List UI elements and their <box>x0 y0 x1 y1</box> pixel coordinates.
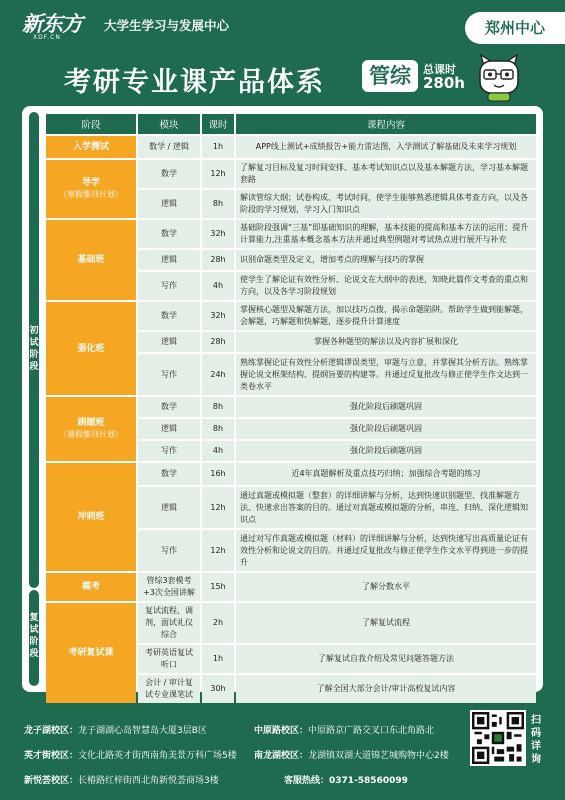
module-cell: 数学 <box>138 160 200 188</box>
hours-cell: 28h <box>202 332 234 352</box>
module-cell: 数学 <box>138 220 200 248</box>
stage-subtitle: （寒假集训计划） <box>59 190 123 199</box>
stage-name: 刷题班 <box>77 418 105 428</box>
hours-cell: 15h <box>202 573 234 601</box>
content-cell: 强化阶段后刷题巩固 <box>236 397 536 417</box>
content-cell: 近4年真题解析及重点技巧归纳；加强综合考题的练习 <box>236 463 536 485</box>
module-cell: 逻辑 <box>138 487 200 528</box>
stage-cell <box>46 573 136 601</box>
table-row <box>46 302 536 330</box>
table-row <box>46 136 536 158</box>
module-cell: 写作 <box>138 272 200 300</box>
content-cell: 了解分数水平 <box>236 573 536 601</box>
campus-line <box>24 723 207 736</box>
module-cell: 数学 <box>138 463 200 485</box>
table-row <box>46 397 536 417</box>
mascot-icon <box>474 52 524 102</box>
content-cell: 使学生了解论证有效性分析、论说文在大纲中的表述，知晓此篇作文考查的重点和方向，以及各学习阶段规划 <box>236 272 536 300</box>
side-label-initial: 初试阶段 <box>29 326 39 372</box>
stage-cell <box>46 136 136 158</box>
hours-cell: 32h <box>202 302 234 330</box>
content-cell: 通过真题或模拟题（整套）的详细讲解与分析，达到快速识别题型、找准解题方法、快速求出答案的目的。通过对真题或模拟题的分析，串连、归纳、深化逻辑知识点 <box>236 487 536 528</box>
content-cell: 强化阶段后刷题巩固 <box>236 419 536 439</box>
total-hours-value: 280h <box>423 74 465 92</box>
stage-cell <box>46 463 136 571</box>
module-cell: 逻辑 <box>138 419 200 439</box>
campus-line <box>254 723 434 736</box>
brand-logo: 新东方 <box>22 12 82 36</box>
hours-cell: 32h <box>202 220 234 248</box>
side-label-retest: 复试阶段 <box>29 613 39 659</box>
campus-address: 文化北路英才街西南角美景万科广场5楼 <box>78 751 237 761</box>
content-cell: 了解复习目标及复习时间安排、基本考试知识点以及基本解题方法，学习基本解题套路 <box>236 160 536 188</box>
course-table <box>44 112 538 705</box>
campus-address: 龙湖镇双湖大道锦艺城购物中心2楼 <box>308 751 449 761</box>
hotline: 客服热线：0371-58560099 <box>284 776 408 786</box>
module-cell: 复试流程，调剂，面试礼仪综合 <box>138 603 200 643</box>
module-cell: 数学 / 逻辑 <box>138 136 200 158</box>
hours-cell: 2h <box>202 603 234 643</box>
page-title: 考研专业课产品体系 <box>64 67 325 98</box>
stage-cell <box>46 160 136 218</box>
campus-address: 长椿路红梓街西北角新悦荟商场3楼 <box>78 776 219 786</box>
stage-name: 强化班 <box>77 343 105 354</box>
module-cell: 数学 <box>138 397 200 417</box>
hours-cell: 4h <box>202 272 234 300</box>
hours-cell: 12h <box>202 160 234 188</box>
campus-label: 南龙湖校区： <box>254 751 309 761</box>
module-cell: 逻辑 <box>138 190 200 218</box>
content-cell: 了解复试流程 <box>236 603 536 643</box>
campus-badge: 郑州中心 <box>465 12 565 44</box>
hours-cell: 1h <box>202 136 234 158</box>
module-cell: 写作 <box>138 530 200 571</box>
total-hours-label: 总课时 <box>423 63 456 76</box>
table-row <box>46 603 536 643</box>
table-row <box>46 463 536 485</box>
campus-line <box>24 773 219 786</box>
hours-cell: 16h <box>202 463 234 485</box>
stage-name: 基础班 <box>77 255 105 265</box>
qr-code-icon[interactable] <box>470 710 526 766</box>
campus-line <box>254 748 449 761</box>
hours-cell: 1h <box>202 645 234 673</box>
content-cell: APP线上测试+成绩报告+能力雷达图，入学测试了解基础及未来学习规划 <box>236 136 536 158</box>
header-content: 课程内容 <box>236 114 536 134</box>
module-cell: 会计 / 审计复试专业课笔试 <box>138 675 200 703</box>
content-cell: 识别命题类型及定义，增加考点的理解与技巧的掌握 <box>236 250 536 270</box>
hours-cell: 4h <box>202 441 234 461</box>
hours-cell: 12h <box>202 530 234 571</box>
stage-cell <box>46 220 136 300</box>
stage-cell <box>46 397 136 461</box>
hours-cell: 8h <box>202 190 234 218</box>
content-cell: 掌握核心题型及解题方法，加以技巧点拨，揭示命题陷阱。帮助学生做到能解题，会解题，巧解题和快解题，逐步提升计算速度 <box>236 302 536 330</box>
table-body <box>46 136 536 703</box>
campus-label: 龙子湖校区： <box>24 726 79 736</box>
stage-name: 冲刺班 <box>77 512 105 522</box>
table-row <box>46 160 536 188</box>
content-cell: 强化阶段后刷题巩固 <box>236 441 536 461</box>
hours-cell: 30h <box>202 675 234 703</box>
table-row <box>46 220 536 248</box>
content-cell: 基础阶段强调“三基”即基础知识的理解，基本技能的提高和基本方法的运用；提升计算能力,注重基本概念基本方法并通过典型例题对考试热点进行展开与补充 <box>236 220 536 248</box>
module-cell: 考研英语复试听口 <box>138 645 200 673</box>
content-cell: 通过对写作真题或模拟题（材料）的详细讲解与分析，达到快速写出高质量论证有效性分析和论说文的目的。并通过反复批改与修正使学生作文水平得到进一步的提升 <box>236 530 536 571</box>
content-cell: 掌握各种题型的解法以及内容扩展和深化 <box>236 332 536 352</box>
table-header-row <box>46 114 536 134</box>
hours-cell: 8h <box>202 397 234 417</box>
campus-label: 中原路校区： <box>254 726 309 736</box>
hours-cell: 24h <box>202 354 234 395</box>
stage-name: 导学 <box>81 178 100 188</box>
hours-cell: 28h <box>202 250 234 270</box>
header-module: 模块 <box>138 114 200 134</box>
campus-address: 中原路京广路交叉口东北角路北 <box>308 726 435 736</box>
stage-cell <box>46 603 136 703</box>
content-cell: 熟练掌握论证有效性分析逻辑谬误类型，审题与立意，并掌握其分析方法。熟练掌握论说文框架结构、提纲旨要的构建等。并通过反复批改与修正使学生作文达到一类卷水平 <box>236 354 536 395</box>
content-cell: 解读管综大纲；试卷构成、考试时间，使学生能够熟悉逻辑具体考查方向，以及各阶段的学习规划，学习入门知识点 <box>236 190 536 218</box>
hours-cell: 12h <box>202 487 234 528</box>
scan-prompt: 扫码详询 <box>531 715 541 765</box>
brand-logo-sub: XDF.CN <box>33 34 61 41</box>
table-row <box>46 573 536 601</box>
module-cell: 管综3套模考+3次全国讲解 <box>138 573 200 601</box>
header-hours: 课时 <box>202 114 234 134</box>
center-name: 大学生学习与发展中心 <box>104 18 230 33</box>
campus-line <box>24 748 237 761</box>
campus-address: 龙子湖湖心岛智慧岛大厦3层B区 <box>78 726 207 736</box>
subject-tag: 管综 <box>362 60 418 92</box>
campus-label: 新悦荟校区： <box>24 776 79 786</box>
campus-label: 英才街校区： <box>24 751 79 761</box>
stage-name: 入学测试 <box>72 142 109 152</box>
stage-cell <box>46 302 136 395</box>
top-bar <box>0 0 565 58</box>
module-cell: 写作 <box>138 354 200 395</box>
stage-name: 考研复试课 <box>68 648 114 658</box>
stage-name: 模考 <box>81 582 100 592</box>
stage-subtitle: （暑假集训计划） <box>59 430 123 439</box>
content-cell: 了解全国大部分会计/审计高校复试内容 <box>236 675 536 703</box>
module-cell: 写作 <box>138 441 200 461</box>
module-cell: 逻辑 <box>138 332 200 352</box>
hours-cell: 8h <box>202 419 234 439</box>
module-cell: 逻辑 <box>138 250 200 270</box>
content-cell: 了解复试自我介绍及常见问题答题方法 <box>236 645 536 673</box>
header-stage: 阶段 <box>46 114 136 134</box>
module-cell: 数学 <box>138 302 200 330</box>
